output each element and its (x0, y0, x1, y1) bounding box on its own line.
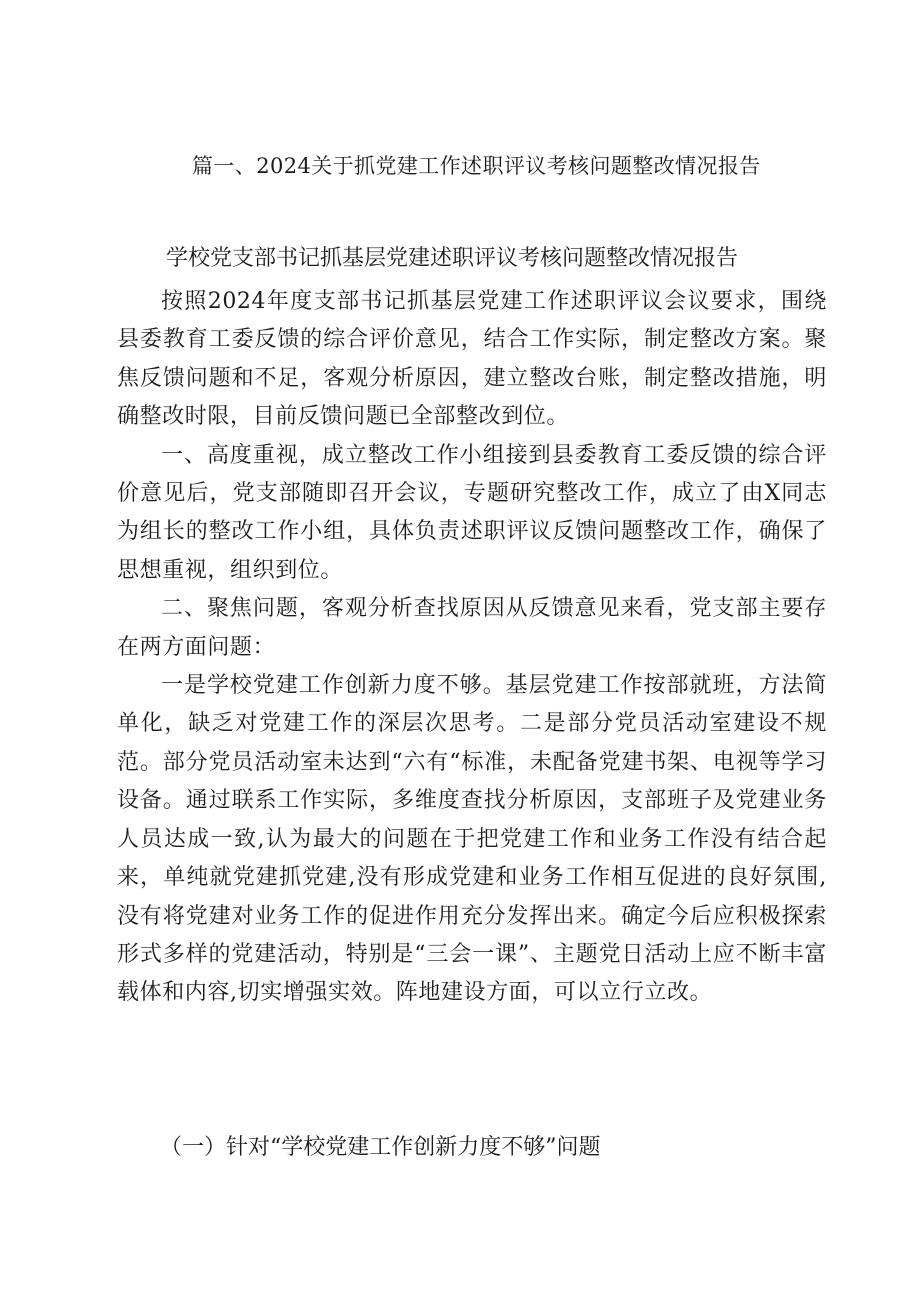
document-title: 篇一、2024关于抓党建工作述职评议考核问题整改情况报告 (192, 154, 761, 178)
paragraph-problems: 一是学校党建工作创新力度不够。基层党建工作按部就班，方法简单化，缺乏对党建工作的深层次思考。二是部分党员活动室建设不规范。部分党员活动室未达到“六有“标准，未配备党建书架、电视等学习设备。通过联系工作实际，多维度查找分析原因，支部班子及党建业务人员达成一致,认为最大的问题在于把党建工作和业务工作没有结合起来，单纯就党建抓党建,没有形成党建和业务工作相互促进的良好氛围,没有将党建对业务工作的促进作用充分发挥出来。确定今后应积极探索形式多样的党建活动，特别是“三会一课”、主题党日活动上应不断丰富载体和内容,切实增强实效。阵地建设方面，可以立行立改。 (117, 673, 827, 1006)
document-body (117, 283, 827, 1013)
paragraph-intro: 按照2024年度支部书记抓基层党建工作述职评议会议要求，围绕县委教育工委反馈的综合评价意见，结合工作实际，制定整改方案。聚焦反馈问题和不足，客观分析原因，建立整改台账，制定整改措施，明确整改时限，目前反馈问题已全部整改到位。 (117, 289, 827, 430)
paragraph-section-one: 一、高度重视，成立整改工作小组接到县委教育工委反馈的综合评价意见后，党支部随即召开会议，专题研究整改工作，成立了由X同志为组长的整改工作小组，具体负责述职评议反馈问题整改工作，确保了思想重视，组织到位。 (117, 442, 827, 583)
section-heading: （一）针对“学校党建工作创新力度不够”问题 (160, 1135, 601, 1160)
document-subtitle: 学校党支部书记抓基层党建述职评议考核问题整改情况报告 (166, 246, 739, 271)
paragraph-section-two: 二、聚焦问题，客观分析查找原因从反馈意见来看，党支部主要存在两方面问题： (117, 596, 827, 660)
